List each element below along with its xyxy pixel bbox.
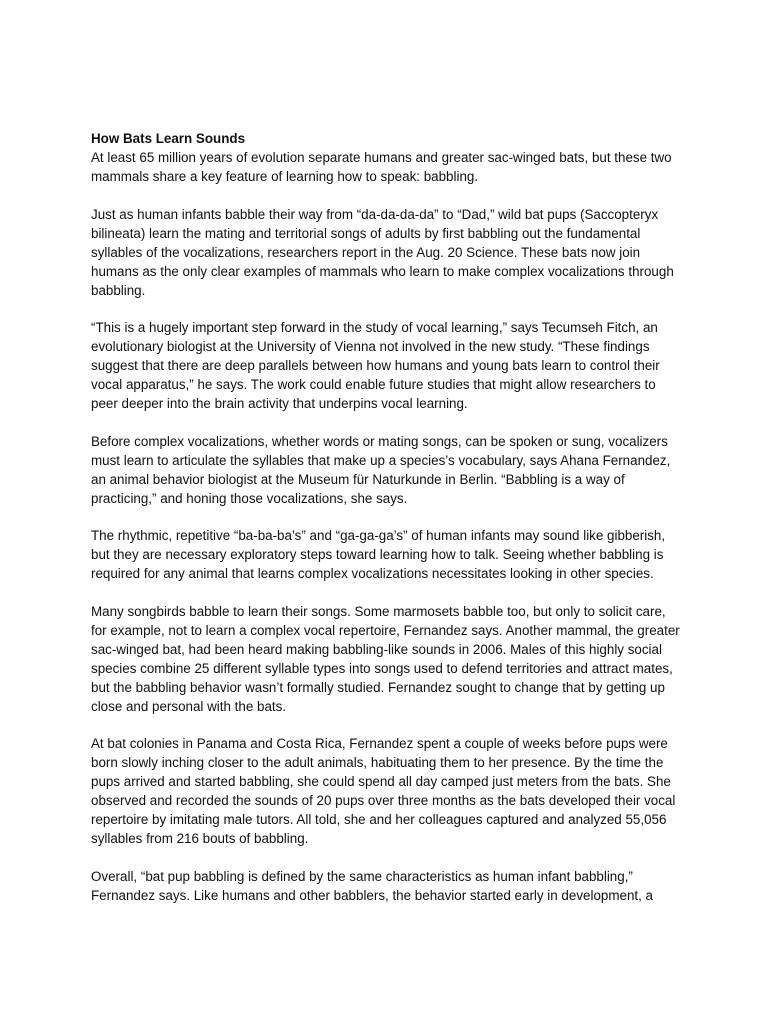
article-title: How Bats Learn Sounds xyxy=(91,131,246,146)
paragraph-4: Before complex vocalizations, whether words or mating songs, can be spoken or sung, vocalizers must learn to articulate the syllables that make up a species’s vocabulary, says Ahana Fernandez, an animal behavior biologist at the Museum für Naturkunde in Berlin. “Babbling is a way of practicing,” and honing those vocalizations, she says. xyxy=(91,433,671,506)
paragraph-5: The rhythmic, repetitive “ba-ba-ba’s” and “ga-ga-ga’s” of human infants may sound like gibberish, but they are necessary exploratory steps toward learning how to talk. Seeing whether babbling is required for any animal that learns complex vocalizations necessitates looking in other species. xyxy=(91,528,666,581)
article-body xyxy=(91,129,681,923)
paragraph-2: Just as human infants babble their way from “da-da-da-da” to “Dad,” wild bat pups (Saccopteryx bilineata) learn the mating and territorial songs of adults by first babbling out the fundamental syllables of the vocalizations, researchers report in the Aug. 20 Science. These bats now join humans as the only clear examples of mammals who learn to make complex vocalizations through babbling. xyxy=(91,206,674,298)
paragraph-3: “This is a hugely important step forward in the study of vocal learning,” says Tecumseh Fitch, an evolutionary biologist at the University of Vienna not involved in the new study. “These findings suggest that there are deep parallels between how humans and young bats learn to control their vocal apparatus,” he says. The work could enable future studies that might allow researchers to peer deeper into the brain activity that underpins vocal learning. xyxy=(91,320,660,411)
paragraph-8: Overall, “bat pup babbling is defined by the same characteristics as human infant babbling,” Fernandez says. Like humans and other babblers, the behavior started early in development, a xyxy=(91,868,653,903)
paragraph-1: At least 65 million years of evolution separate humans and greater sac-winged bats, but these two mammals share a key feature of learning how to speak: babbling. xyxy=(91,150,672,184)
paragraph-7: At bat colonies in Panama and Costa Rica, Fernandez spent a couple of weeks before pups were born slowly inching closer to the adult animals, habituating them to her presence. By the time the pups arrived and started babbling, she could spend all day camped just meters from the bats. She observed and recorded the sounds of 20 pups over three months as the bats developed their vocal repertoire by imitating male tutors. All told, she and her colleagues captured and analyzed 55,056 syllables from 216 bouts of babbling. xyxy=(91,736,676,846)
paragraph-6: Many songbirds babble to learn their songs. Some marmosets babble too, but only to solicit care, for example, not to learn a complex vocal repertoire, Fernandez says. Another mammal, the greater sac-winged bat, had been heard making babbling-like sounds in 2006. Males of this highly social species combine 25 different syllable types into songs used to defend territories and attract mates, but the babbling behavior wasn’t formally studied. Fernandez sought to change that by getting up close and personal with the bats. xyxy=(91,603,680,714)
